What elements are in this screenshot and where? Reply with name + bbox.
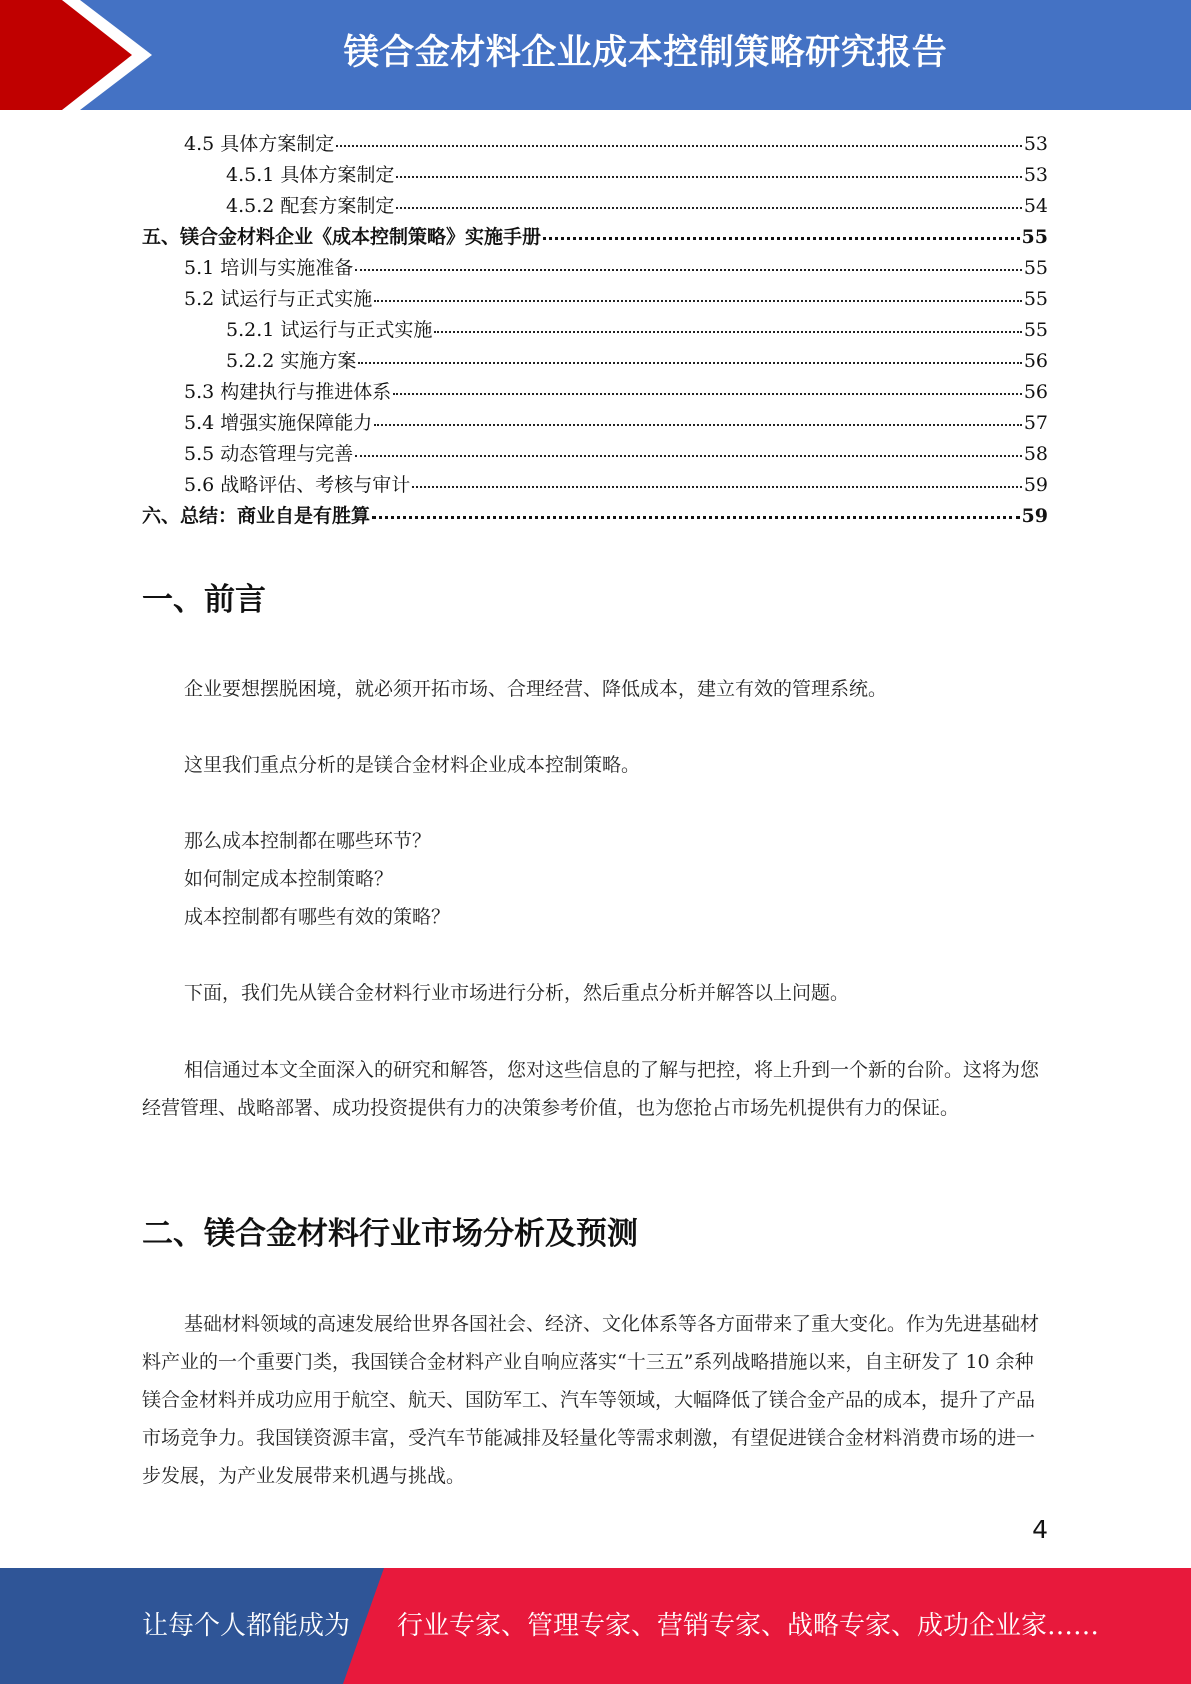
paragraph: 下面，我们先从镁合金材料行业市场进行分析，然后重点分析并解答以上问题。 <box>184 982 850 1004</box>
toc-dot-leader <box>355 249 1022 271</box>
paragraph: 这里我们重点分析的是镁合金材料企业成本控制策略。 <box>184 754 641 776</box>
toc-dot-leader <box>374 404 1022 426</box>
toc-entry[interactable] <box>142 190 1048 221</box>
toc-dot-leader <box>434 311 1021 333</box>
toc-entry-label: 五、镁合金材料企业《成本控制策略》实施手册 <box>142 226 542 248</box>
toc-dot-leader <box>358 342 1021 364</box>
toc-entry-label: 5.2 试运行与正式实施 <box>184 288 373 310</box>
toc-entry-page: 53 <box>1023 133 1048 155</box>
toc-entry-page: 55 <box>1023 319 1048 341</box>
toc-entry-label: 4.5.2 配套方案制定 <box>226 195 395 217</box>
toc-entry-page: 55 <box>1023 288 1048 310</box>
toc-dot-leader <box>393 373 1022 395</box>
toc-entry-label: 5.5 动态管理与完善 <box>184 443 354 465</box>
toc-dot-leader <box>412 466 1022 488</box>
toc-entry[interactable] <box>142 376 1048 407</box>
toc-entry[interactable] <box>142 469 1048 500</box>
section-heading-market-analysis: 二、镁合金材料行业市场分析及预测 <box>142 1216 638 1252</box>
toc-entry[interactable] <box>142 345 1048 376</box>
toc-entry-page: 58 <box>1023 443 1048 465</box>
toc-dot-leader <box>336 125 1022 147</box>
toc-entry-page: 53 <box>1023 164 1048 186</box>
paragraph: 企业要想摆脱困境，就必须开拓市场、合理经营、降低成本，建立有效的管理系统。 <box>184 678 888 700</box>
footer-slogan-right: 行业专家、管理专家、营销专家、战略专家、成功企业家…… <box>397 1611 1100 1641</box>
footer-slogan-left: 让每个人都能成为 <box>142 1611 351 1641</box>
toc-entry[interactable] <box>142 252 1048 283</box>
toc-entry[interactable] <box>142 128 1048 159</box>
toc-entry-page: 56 <box>1023 381 1048 403</box>
toc-dot-leader <box>355 435 1022 457</box>
page-footer <box>0 1568 1191 1684</box>
toc-dot-leader <box>372 497 1020 519</box>
toc-entry-page: 59 <box>1021 505 1048 527</box>
section-heading-preface: 一、前言 <box>142 582 266 618</box>
toc-entry[interactable] <box>142 314 1048 345</box>
toc-entry-label: 5.3 构建执行与推进体系 <box>184 381 392 403</box>
question-item: 成本控制都有哪些有效的策略？ <box>184 906 451 928</box>
question-item: 如何制定成本控制策略？ <box>184 868 394 890</box>
toc-entry-page: 59 <box>1023 474 1048 496</box>
toc-entry-label: 4.5 具体方案制定 <box>184 133 335 155</box>
toc-entry-label: 六、总结：商业自是有胜算 <box>142 505 371 527</box>
toc-entry-page: 55 <box>1021 226 1048 248</box>
toc-entry-page: 57 <box>1023 412 1048 434</box>
toc-entry[interactable] <box>142 407 1048 438</box>
toc-entry[interactable] <box>142 283 1048 314</box>
toc-entry-label: 5.4 增强实施保障能力 <box>184 412 373 434</box>
toc-dot-leader <box>543 218 1020 240</box>
page-header <box>0 0 1191 110</box>
toc-dot-leader <box>396 187 1021 209</box>
toc-entry[interactable] <box>142 221 1048 252</box>
toc-entry-label: 5.6 战略评估、考核与审计 <box>184 474 411 496</box>
toc-entry[interactable] <box>142 500 1048 531</box>
toc-dot-leader <box>374 280 1022 302</box>
toc-entry-label: 5.2.1 试运行与正式实施 <box>226 319 433 341</box>
page-number: 4 <box>1032 1515 1048 1544</box>
toc-entry-label: 4.5.1 具体方案制定 <box>226 164 395 186</box>
toc-entry-page: 54 <box>1023 195 1048 217</box>
toc-entry-page: 55 <box>1023 257 1048 279</box>
table-of-contents <box>142 128 1048 531</box>
toc-dot-leader <box>396 156 1021 178</box>
question-item: 那么成本控制都在哪些环节？ <box>184 830 432 852</box>
toc-entry-label: 5.2.2 实施方案 <box>226 350 357 372</box>
question-list <box>142 822 1048 936</box>
report-title: 镁合金材料企业成本控制策略研究报告 <box>343 33 948 73</box>
toc-entry[interactable] <box>142 159 1048 190</box>
paragraph: 基础材料领域的高速发展给世界各国社会、经济、文化体系等各方面带来了重大变化。作为先进基础材料产业的一个重要门类，我国镁合金材料产业自响应落实“十三五”系列战略措施以来，自主研发了 10 余种镁合金材料并成功应用于航空、航天、国防军工、汽车等领域，大幅降低了镁合金产品的成本，提升了产品市场竞争力。我国镁资源丰富，受汽车节能减排及轻量化等需求刺激，有望促进镁合金材料消费市场的进一步发展，为产业发展带来机遇与挑战。 <box>142 1313 1040 1487</box>
toc-entry-label: 5.1 培训与实施准备 <box>184 257 354 279</box>
paragraph: 相信通过本文全面深入的研究和解答，您对这些信息的了解与把控，将上升到一个新的台阶。这将为您经营管理、战略部署、成功投资提供有力的决策参考价值，也为您抢占市场先机提供有力的保证。 <box>142 1059 1040 1119</box>
toc-entry-page: 56 <box>1023 350 1048 372</box>
toc-entry[interactable] <box>142 438 1048 469</box>
